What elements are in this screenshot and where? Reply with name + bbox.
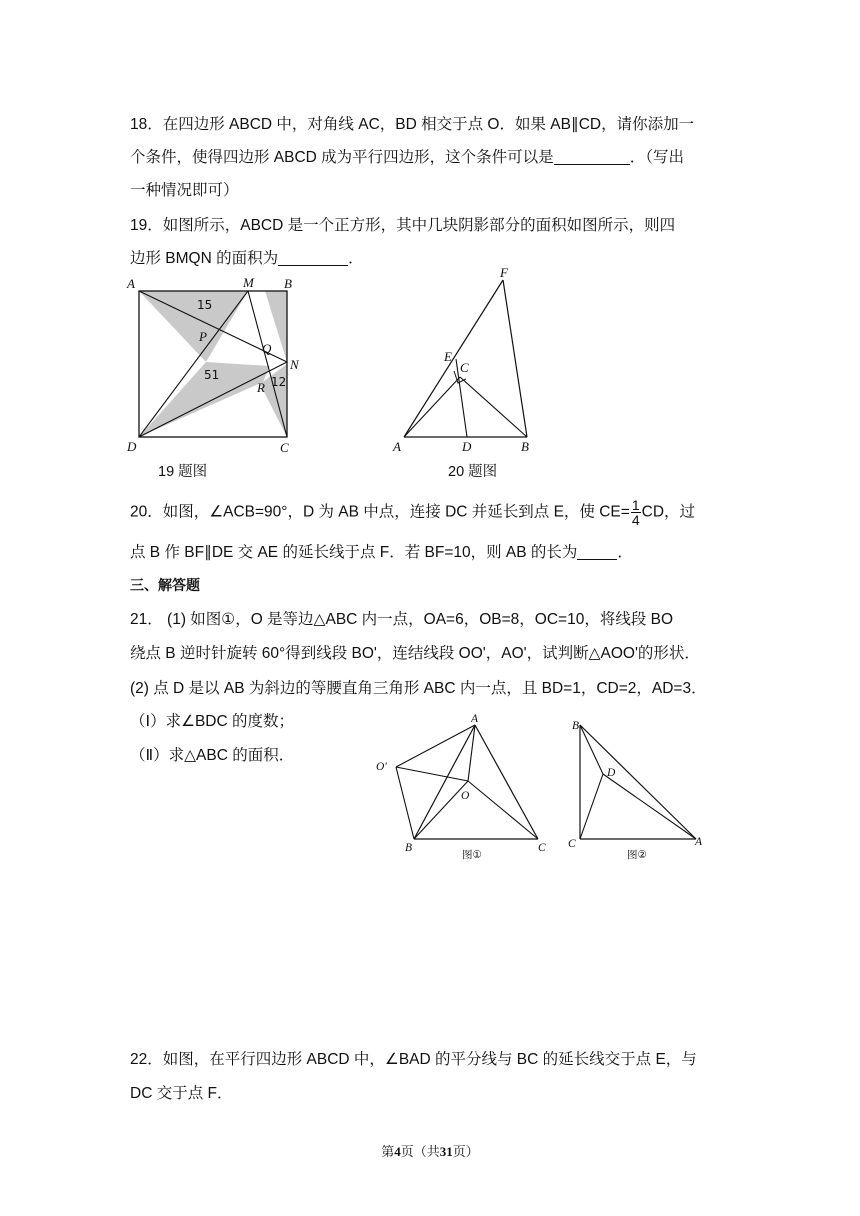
footer-page-number: 4 bbox=[394, 1144, 401, 1159]
q20-line1-text: 20．如图，∠ACB=90°，D 为 AB 中点，连接 DC 并延长到点 E，使 CE= bbox=[130, 503, 630, 521]
label-d: D bbox=[127, 439, 137, 454]
label-d20: D bbox=[462, 439, 472, 454]
label-a: A bbox=[127, 276, 135, 291]
line-af bbox=[404, 280, 503, 437]
q18-line1: 18．在四边形 ABCD 中，对角线 AC，BD 相交于点 O．如果 AB∥CD，请你添加一 bbox=[130, 116, 695, 133]
label-n: N bbox=[290, 357, 299, 372]
page-footer bbox=[0, 1141, 860, 1160]
line-o1o bbox=[396, 767, 468, 781]
line-dc bbox=[580, 774, 603, 839]
footer-total-pages: 31 bbox=[439, 1144, 453, 1159]
label-d2: D bbox=[607, 767, 616, 779]
q21-line1: 21． (1) 如图①，O 是等边△ABC 内一点，OA=6，OB=8，OC=10，将线段 BO bbox=[130, 611, 674, 628]
q19-line1: 19．如图所示，ABCD 是一个正方形，其中几块阴影部分的面积如图所示，则四 bbox=[130, 217, 676, 234]
q21-line3: (2) 点 D 是以 AB 为斜边的等腰直角三角形 ABC 内一点，且 BD=1，CD=2，AD=3． bbox=[130, 680, 707, 697]
label-m: M bbox=[243, 275, 254, 290]
line-ba2 bbox=[580, 725, 696, 839]
label-o-prime: O' bbox=[376, 761, 387, 773]
line-oa bbox=[468, 725, 475, 781]
line-cb bbox=[460, 377, 527, 437]
q20-line2 bbox=[130, 540, 633, 562]
fig21b-caption: 图② bbox=[627, 849, 647, 861]
label-e: E bbox=[444, 349, 452, 364]
q19-line2 bbox=[130, 246, 364, 268]
q18-answer-blank bbox=[554, 148, 630, 165]
section-heading: 三、解答题 bbox=[130, 578, 200, 594]
q19-line2-tail: ． bbox=[348, 250, 364, 267]
label-o: O bbox=[461, 790, 470, 802]
q20-answer-blank bbox=[577, 543, 617, 560]
figure-21-2 bbox=[560, 712, 720, 862]
fraction-numerator: 1 bbox=[631, 497, 640, 513]
label-c21: C bbox=[538, 842, 546, 854]
fig19-caption: 19 题图 bbox=[158, 464, 208, 480]
label-c2: C bbox=[568, 838, 576, 850]
fig20-caption: 20 题图 bbox=[448, 464, 498, 480]
q18-line3: 一种情况即可） bbox=[130, 182, 239, 199]
label-r: R bbox=[257, 380, 265, 395]
line-bd bbox=[580, 725, 603, 774]
footer-prefix: 第 bbox=[381, 1144, 395, 1159]
q20-line1-tail: CD，过 bbox=[641, 503, 696, 521]
area-15: 15 bbox=[197, 298, 213, 312]
q18-line2-tail: ．（写出 bbox=[629, 149, 684, 166]
q19-answer-blank bbox=[278, 249, 348, 266]
q19-line2-text: 边形 BMQN 的面积为 bbox=[130, 250, 279, 267]
q18-line2 bbox=[130, 145, 684, 167]
line-fb bbox=[503, 280, 527, 437]
line-oc bbox=[468, 781, 538, 839]
figure-21-1 bbox=[370, 712, 550, 862]
label-b: B bbox=[284, 276, 292, 291]
q20-line2-tail: ． bbox=[617, 544, 633, 561]
fraction-denominator: 4 bbox=[631, 512, 640, 528]
q22-line1: 22．如图，在平行四边形 ABCD 中，∠BAD 的平分线与 BC 的延长线交于点 E，与 bbox=[130, 1051, 697, 1068]
label-q: Q bbox=[262, 341, 272, 356]
q18-line2-text: 个条件，使得四边形 ABCD 成为平行四边形，这个条件可以是 bbox=[130, 149, 554, 166]
label-p: P bbox=[199, 329, 207, 344]
label-c20: C bbox=[460, 360, 469, 375]
footer-suffix: 页） bbox=[452, 1144, 479, 1159]
q20-line2-text: 点 B 作 BF∥DE 交 AE 的延长线于点 F．若 BF=10，则 AB 的长为 bbox=[130, 544, 578, 561]
line-ba bbox=[414, 725, 475, 839]
line-ac bbox=[404, 377, 460, 437]
label-a20: A bbox=[393, 439, 401, 454]
area-12: 12 bbox=[271, 375, 287, 389]
q20-line1 bbox=[130, 498, 695, 527]
label-c: C bbox=[280, 440, 289, 455]
area-51: 51 bbox=[204, 368, 220, 382]
label-b21: B bbox=[405, 842, 413, 854]
q21-part1: （Ⅰ）求∠BDC 的度数； bbox=[130, 713, 294, 730]
footer-mid: 页（共 bbox=[400, 1144, 440, 1159]
fraction-one-quarter bbox=[631, 498, 641, 527]
label-a21: A bbox=[471, 713, 479, 725]
shaded-region-15 bbox=[139, 291, 248, 362]
figure-19 bbox=[125, 274, 305, 459]
line-o1b bbox=[396, 767, 414, 839]
line-ac bbox=[475, 725, 538, 839]
q21-part2: （Ⅱ）求△ABC 的面积． bbox=[130, 747, 295, 764]
line-da bbox=[603, 774, 696, 839]
label-b20: B bbox=[521, 439, 529, 454]
label-f: F bbox=[500, 265, 508, 280]
q21-line2: 绕点 B 逆时针旋转 60°得到线段 BO'，连结线段 OO'，AO'，试判断△AOO'的形状． bbox=[130, 645, 700, 662]
label-a2: A bbox=[695, 836, 703, 848]
q22-line2: DC 交于点 F． bbox=[130, 1085, 233, 1102]
fig21a-caption: 图① bbox=[462, 849, 482, 861]
label-b2: B bbox=[572, 720, 580, 732]
figure-20 bbox=[390, 265, 550, 455]
